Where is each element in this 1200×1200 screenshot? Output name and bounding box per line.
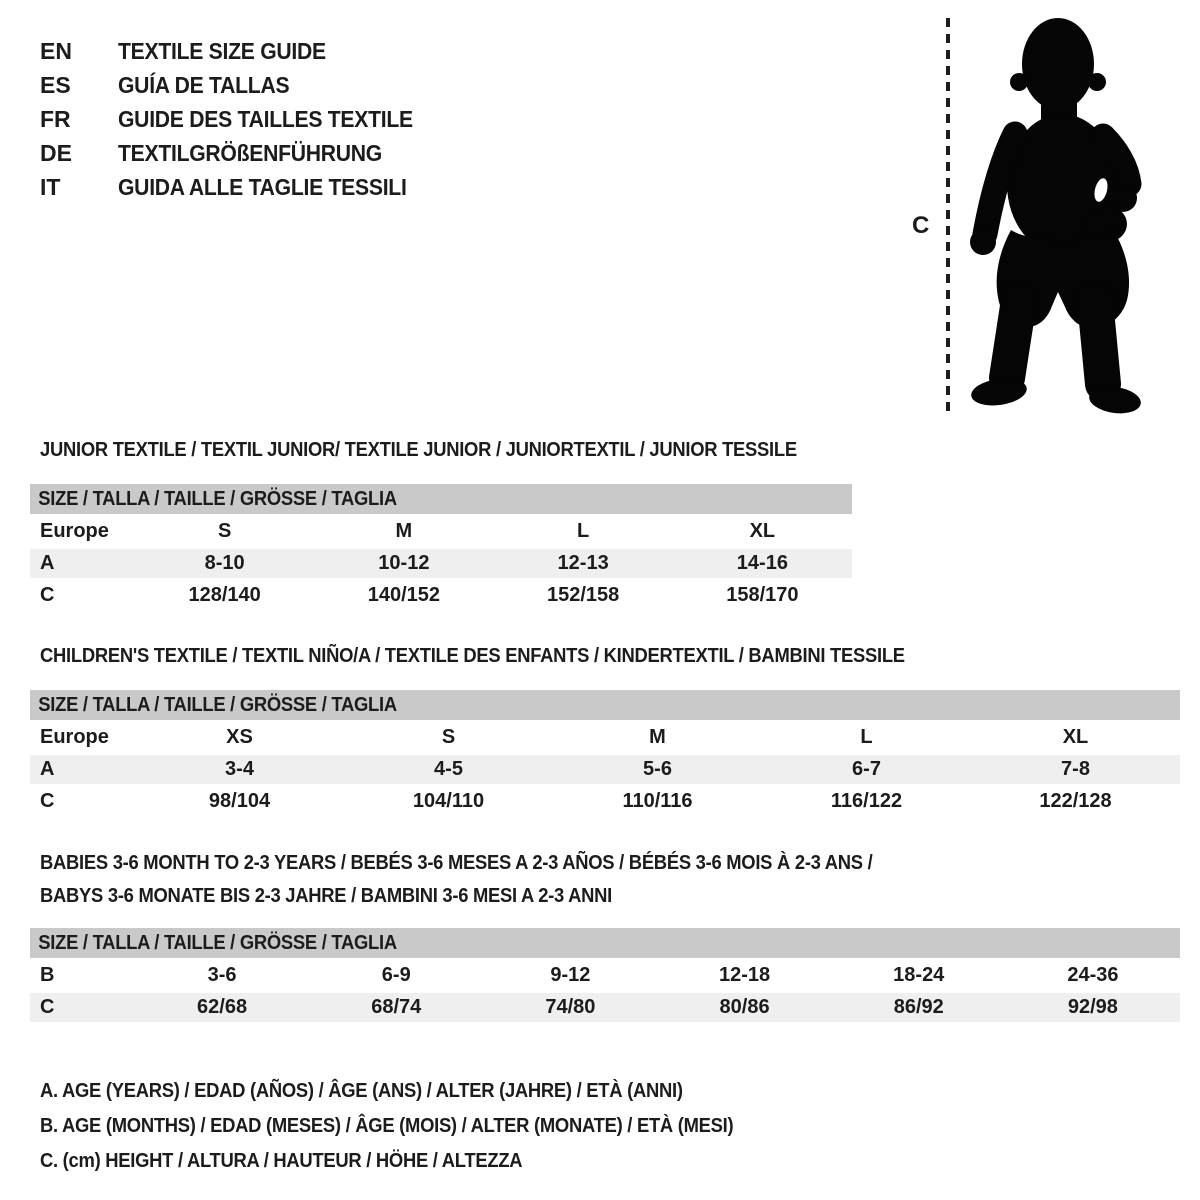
language-code: EN <box>40 38 72 64</box>
babies-section-title <box>40 847 1200 913</box>
language-list <box>40 34 439 204</box>
size-value-cell: L <box>860 726 873 748</box>
size-value-cell: 6-9 <box>381 964 411 986</box>
size-value-cell: 68/74 <box>371 996 422 1018</box>
size-value-cell: 92/98 <box>1067 996 1118 1018</box>
size-value-cell: 10-12 <box>378 552 430 574</box>
size-value-cell: 7-8 <box>1061 758 1090 780</box>
size-table-row <box>30 723 1180 752</box>
size-value-cell: 3-4 <box>225 758 254 780</box>
size-value-cell: 80/86 <box>719 996 770 1018</box>
legend-line-b <box>40 1109 794 1144</box>
size-value-cell: L <box>577 520 590 542</box>
size-value-cell: 4-5 <box>434 758 463 780</box>
legend-text: A. AGE (YEARS) / EDAD (AÑOS) / ÂGE (ANS) / ALTER (JAHRE) / ETÀ (ANNI) <box>40 1080 683 1102</box>
language-row <box>40 136 439 170</box>
size-value-cell: 128/140 <box>188 584 261 606</box>
size-value-cell: 18-24 <box>893 964 945 986</box>
size-table-header <box>30 928 1180 958</box>
section-title-line: JUNIOR TEXTILE / TEXTIL JUNIOR/ TEXTILE JUNIOR / JUNIORTEXTIL / JUNIOR TESSILE <box>40 439 797 461</box>
size-value-cell: S <box>217 520 232 542</box>
size-value-cell: 104/110 <box>412 790 485 812</box>
size-table-row <box>30 517 852 546</box>
babies-size-table <box>30 928 1180 1022</box>
language-row <box>40 68 439 102</box>
row-label: Europe <box>40 726 109 748</box>
row-label: A <box>40 758 55 780</box>
guide-title: GUÍA DE TALLAS <box>118 72 290 98</box>
size-value-cell: 62/68 <box>197 996 248 1018</box>
language-code: IT <box>40 174 61 200</box>
row-label: C <box>40 584 55 606</box>
size-value-cell: M <box>395 520 413 542</box>
size-value-cell: 152/158 <box>546 584 620 606</box>
legend-line-a <box>40 1074 794 1109</box>
size-table-header-label: SIZE / TALLA / TAILLE / GRÖSSE / TAGLIA <box>38 932 397 954</box>
children-size-table <box>30 690 1180 816</box>
guide-title: TEXTILE SIZE GUIDE <box>118 38 326 64</box>
guide-title: GUIDE DES TAILLES TEXTILE <box>118 106 413 132</box>
size-table-row <box>30 581 852 610</box>
language-row <box>40 102 439 136</box>
row-label: Europe <box>40 520 109 542</box>
children-section-title <box>40 640 980 673</box>
guide-title: GUIDA ALLE TAGLIE TESSILI <box>118 174 407 200</box>
size-value-cell: M <box>649 726 666 748</box>
language-code: DE <box>40 140 72 166</box>
legend-text: B. AGE (MONTHS) / EDAD (MESES) / ÂGE (MOIS) / ALTER (MONATE) / ETÀ (MESI) <box>40 1115 734 1137</box>
size-table-header-label: SIZE / TALLA / TAILLE / GRÖSSE / TAGLIA <box>38 488 397 510</box>
size-table-header <box>30 484 852 514</box>
row-label: C <box>40 996 55 1018</box>
guide-title: TEXTILGRÖßENFÜHRUNG <box>118 140 382 166</box>
size-value-cell: 158/170 <box>726 584 799 606</box>
size-value-cell: XL <box>749 520 776 542</box>
row-label: A <box>40 552 55 574</box>
row-label: C <box>40 790 55 812</box>
size-value-cell: S <box>441 726 456 748</box>
section-title-line: BABYS 3-6 MONATE BIS 2-3 JAHRE / BAMBINI 3-6 MESI A 2-3 ANNI <box>40 885 612 907</box>
row-label: B <box>40 964 55 986</box>
size-value-cell: 140/152 <box>367 584 441 606</box>
size-table-row <box>30 993 1180 1022</box>
legend <box>40 1074 794 1179</box>
size-table-header-label: SIZE / TALLA / TAILLE / GRÖSSE / TAGLIA <box>38 694 397 716</box>
section-title-line: CHILDREN'S TEXTILE / TEXTIL NIÑO/A / TEXTILE DES ENFANTS / KINDERTEXTIL / BAMBINI TESSILE <box>40 645 905 667</box>
language-row <box>40 170 439 204</box>
size-value-cell: 24-36 <box>1067 964 1119 986</box>
size-value-cell: 110/116 <box>622 790 693 812</box>
size-value-cell: 12-18 <box>719 964 771 986</box>
size-table-row <box>30 549 852 578</box>
size-value-cell: 122/128 <box>1039 790 1112 812</box>
size-value-cell: XL <box>1062 726 1089 748</box>
size-value-cell: 5-6 <box>643 758 672 780</box>
language-row <box>40 34 439 68</box>
size-value-cell: 6-7 <box>852 758 881 780</box>
size-value-cell: 116/122 <box>830 790 903 812</box>
language-code: ES <box>40 72 71 98</box>
size-value-cell: 14-16 <box>736 552 788 574</box>
size-table-row <box>30 961 1180 990</box>
size-value-cell: XS <box>226 726 253 748</box>
junior-section-title <box>40 434 863 467</box>
size-value-cell: 9-12 <box>550 964 591 986</box>
section-title-line: BABIES 3-6 MONTH TO 2-3 YEARS / BEBÉS 3-6 MESES A 2-3 AÑOS / BÉBÉS 3-6 MOIS À 2-3 ANS / <box>40 852 873 874</box>
junior-size-table <box>30 484 852 610</box>
language-code: FR <box>40 106 71 132</box>
toddler-silhouette-icon <box>955 12 1155 422</box>
size-table-header <box>30 690 1180 720</box>
legend-text: C. (cm) HEIGHT / ALTURA / HAUTEUR / HÖHE / ALTEZZA <box>40 1150 523 1172</box>
size-value-cell: 98/104 <box>208 790 271 812</box>
size-table-row <box>30 755 1180 784</box>
height-measure-line <box>946 18 950 416</box>
size-table-row <box>30 787 1180 816</box>
size-value-cell: 8-10 <box>204 552 245 574</box>
legend-line-c <box>40 1144 794 1179</box>
size-value-cell: 74/80 <box>545 996 596 1018</box>
height-measure-label: C <box>912 212 930 239</box>
size-value-cell: 12-13 <box>557 552 609 574</box>
size-value-cell: 86/92 <box>893 996 944 1018</box>
size-value-cell: 3-6 <box>207 964 237 986</box>
